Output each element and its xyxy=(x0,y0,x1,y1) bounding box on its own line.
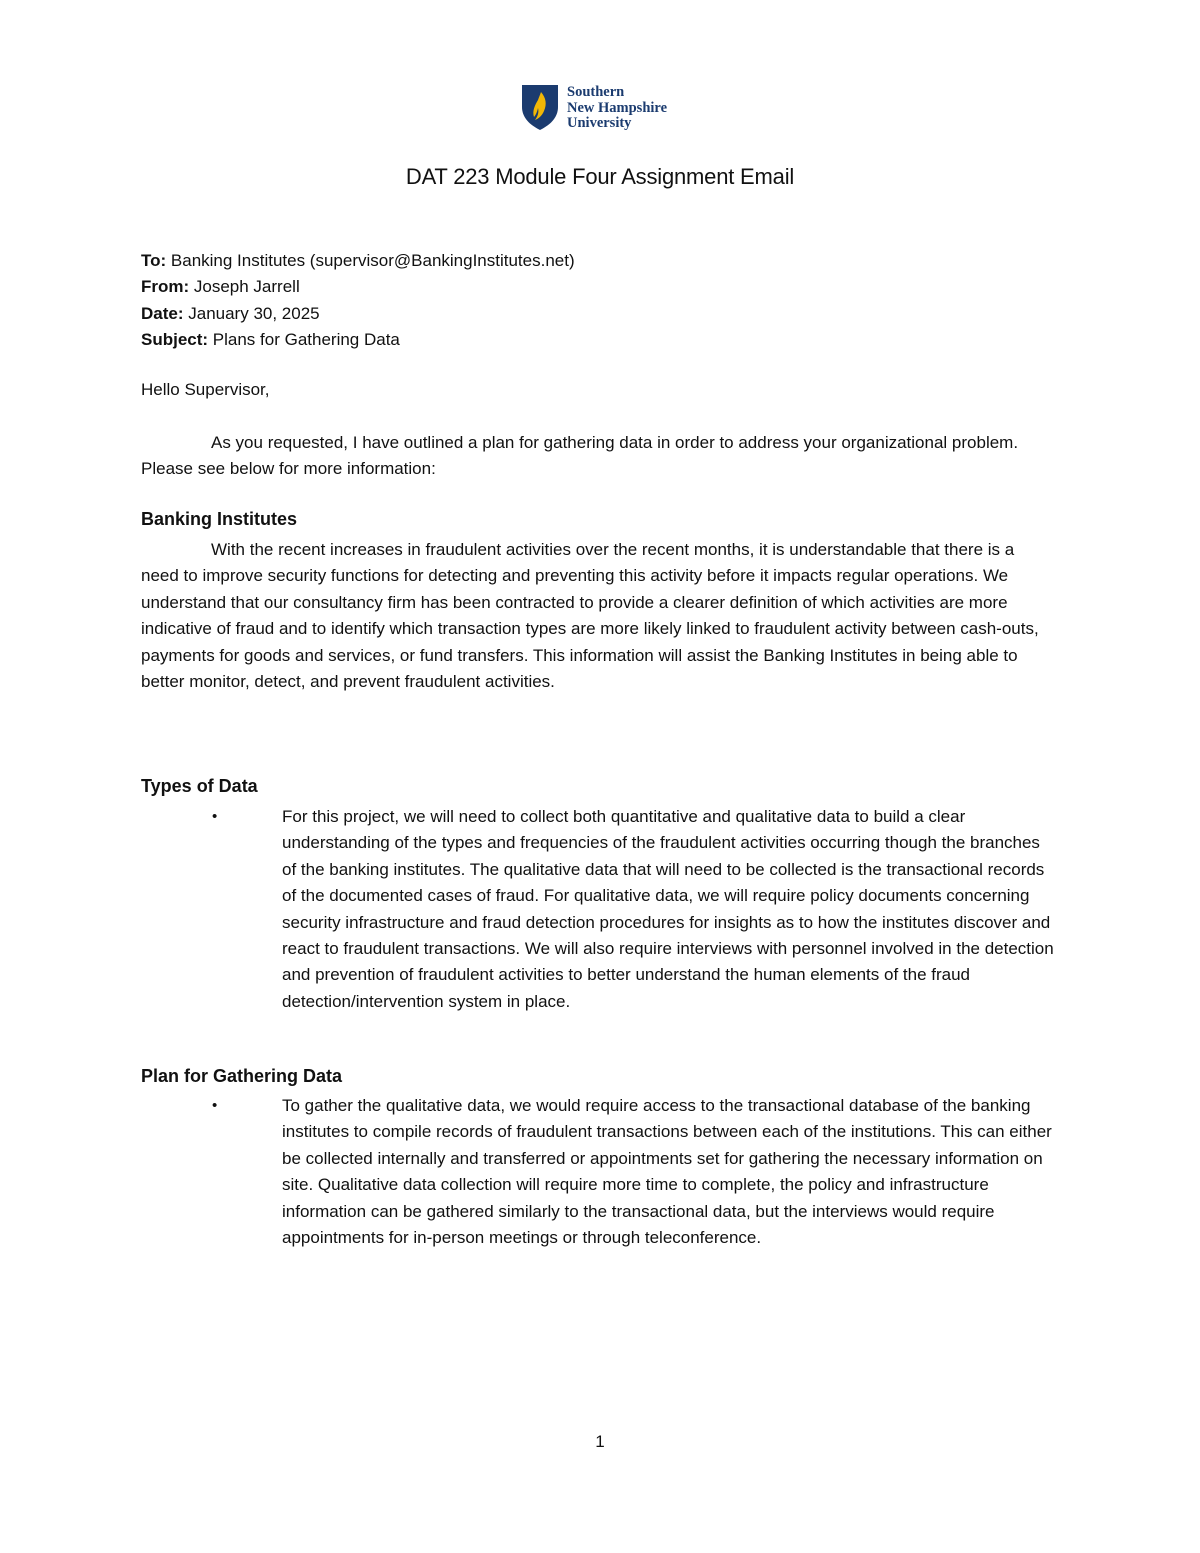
flame-shield-icon xyxy=(520,83,560,131)
section-body-banking-institutes: With the recent increases in fraudulent activities over the recent months, it is understandable that there is a need to improve security functions for detecting and preventing this activity before it impacts regular operations. We understand that our consultancy firm has been contracted to provide a clearer definition of which activities are more indicative of fraud and to identify which transaction types are more likely linked to fraudulent activity between cash-outs, payments for goods and services, or fund transfers. This information will assist the Banking Institutes in being able to better monitor, detect, and prevent fraudulent activities. xyxy=(141,540,1039,692)
logo-line-2: New Hampshire xyxy=(567,99,668,116)
bullet-marker: • xyxy=(212,808,218,825)
logo-line-1: Southern xyxy=(567,84,625,100)
university-logo xyxy=(520,83,720,135)
date-line xyxy=(141,301,575,327)
section-heading-types-of-data: Types of Data xyxy=(141,776,258,796)
intro-paragraph: As you requested, I have outlined a plan for gathering data in order to address your organizational problem. Please see below for more information: xyxy=(141,433,1019,479)
to-line xyxy=(141,248,575,274)
document-title: DAT 223 Module Four Assignment Email xyxy=(405,164,795,189)
logo-wordmark xyxy=(567,83,667,132)
list-item-plan-for-gathering-data xyxy=(141,1093,1056,1251)
to-label: To: xyxy=(141,251,167,270)
date-value: January 30, 2025 xyxy=(183,303,320,323)
section-heading-plan-for-gathering-data: Plan for Gathering Data xyxy=(141,1066,343,1086)
email-header xyxy=(141,248,575,354)
to-value: Banking Institutes (supervisor@BankingInstitutes.net) xyxy=(166,251,575,270)
section-heading-banking-institutes: Banking Institutes xyxy=(141,509,298,529)
from-line xyxy=(141,274,575,300)
bullet-marker: • xyxy=(212,1097,218,1114)
bullet-text: To gather the qualitative data, we would require access to the transactional database of the banking institutes to compile records of fraudulent transactions between each of the institutions. This can either be collected internally and transferred or appointments set for gathering the necessary information on site. Qualitative data collection will require more time to complete, the policy and infrastructure information can be gathered similarly to the transactional data, but the interviews would require appointments for in-person meetings or through teleconference. xyxy=(282,1096,1052,1248)
greeting: Hello Supervisor, xyxy=(141,380,270,399)
from-value: Joseph Jarrell xyxy=(189,277,300,297)
subject-label: Subject: xyxy=(141,330,209,350)
from-label: From: xyxy=(141,277,190,297)
bullet-text: For this project, we will need to collect both quantitative and qualitative data to build a clear understanding of the types and frequencies of the fraudulent activities occurring though the branches of the banking institutes. The qualitative data that will need to be collected is the transactional records of the documented cases of fraud. For qualitative data, we will require policy documents concerning security infrastructure and fraud detection procedures for insights as to how the institutes discover and react to fraudulent transactions. We will also require interviews with personnel involved in the detection and prevention of fraudulent activities to better understand the human elements of the fraud detection/intervention system in place. xyxy=(282,807,1054,1011)
page-number: 1 xyxy=(595,1432,605,1451)
date-label: Date: xyxy=(141,303,184,323)
list-item-types-of-data xyxy=(141,804,1056,1015)
logo-line-3: University xyxy=(567,115,632,131)
subject-line xyxy=(141,327,575,353)
subject-value: Plans for Gathering Data xyxy=(208,330,400,350)
